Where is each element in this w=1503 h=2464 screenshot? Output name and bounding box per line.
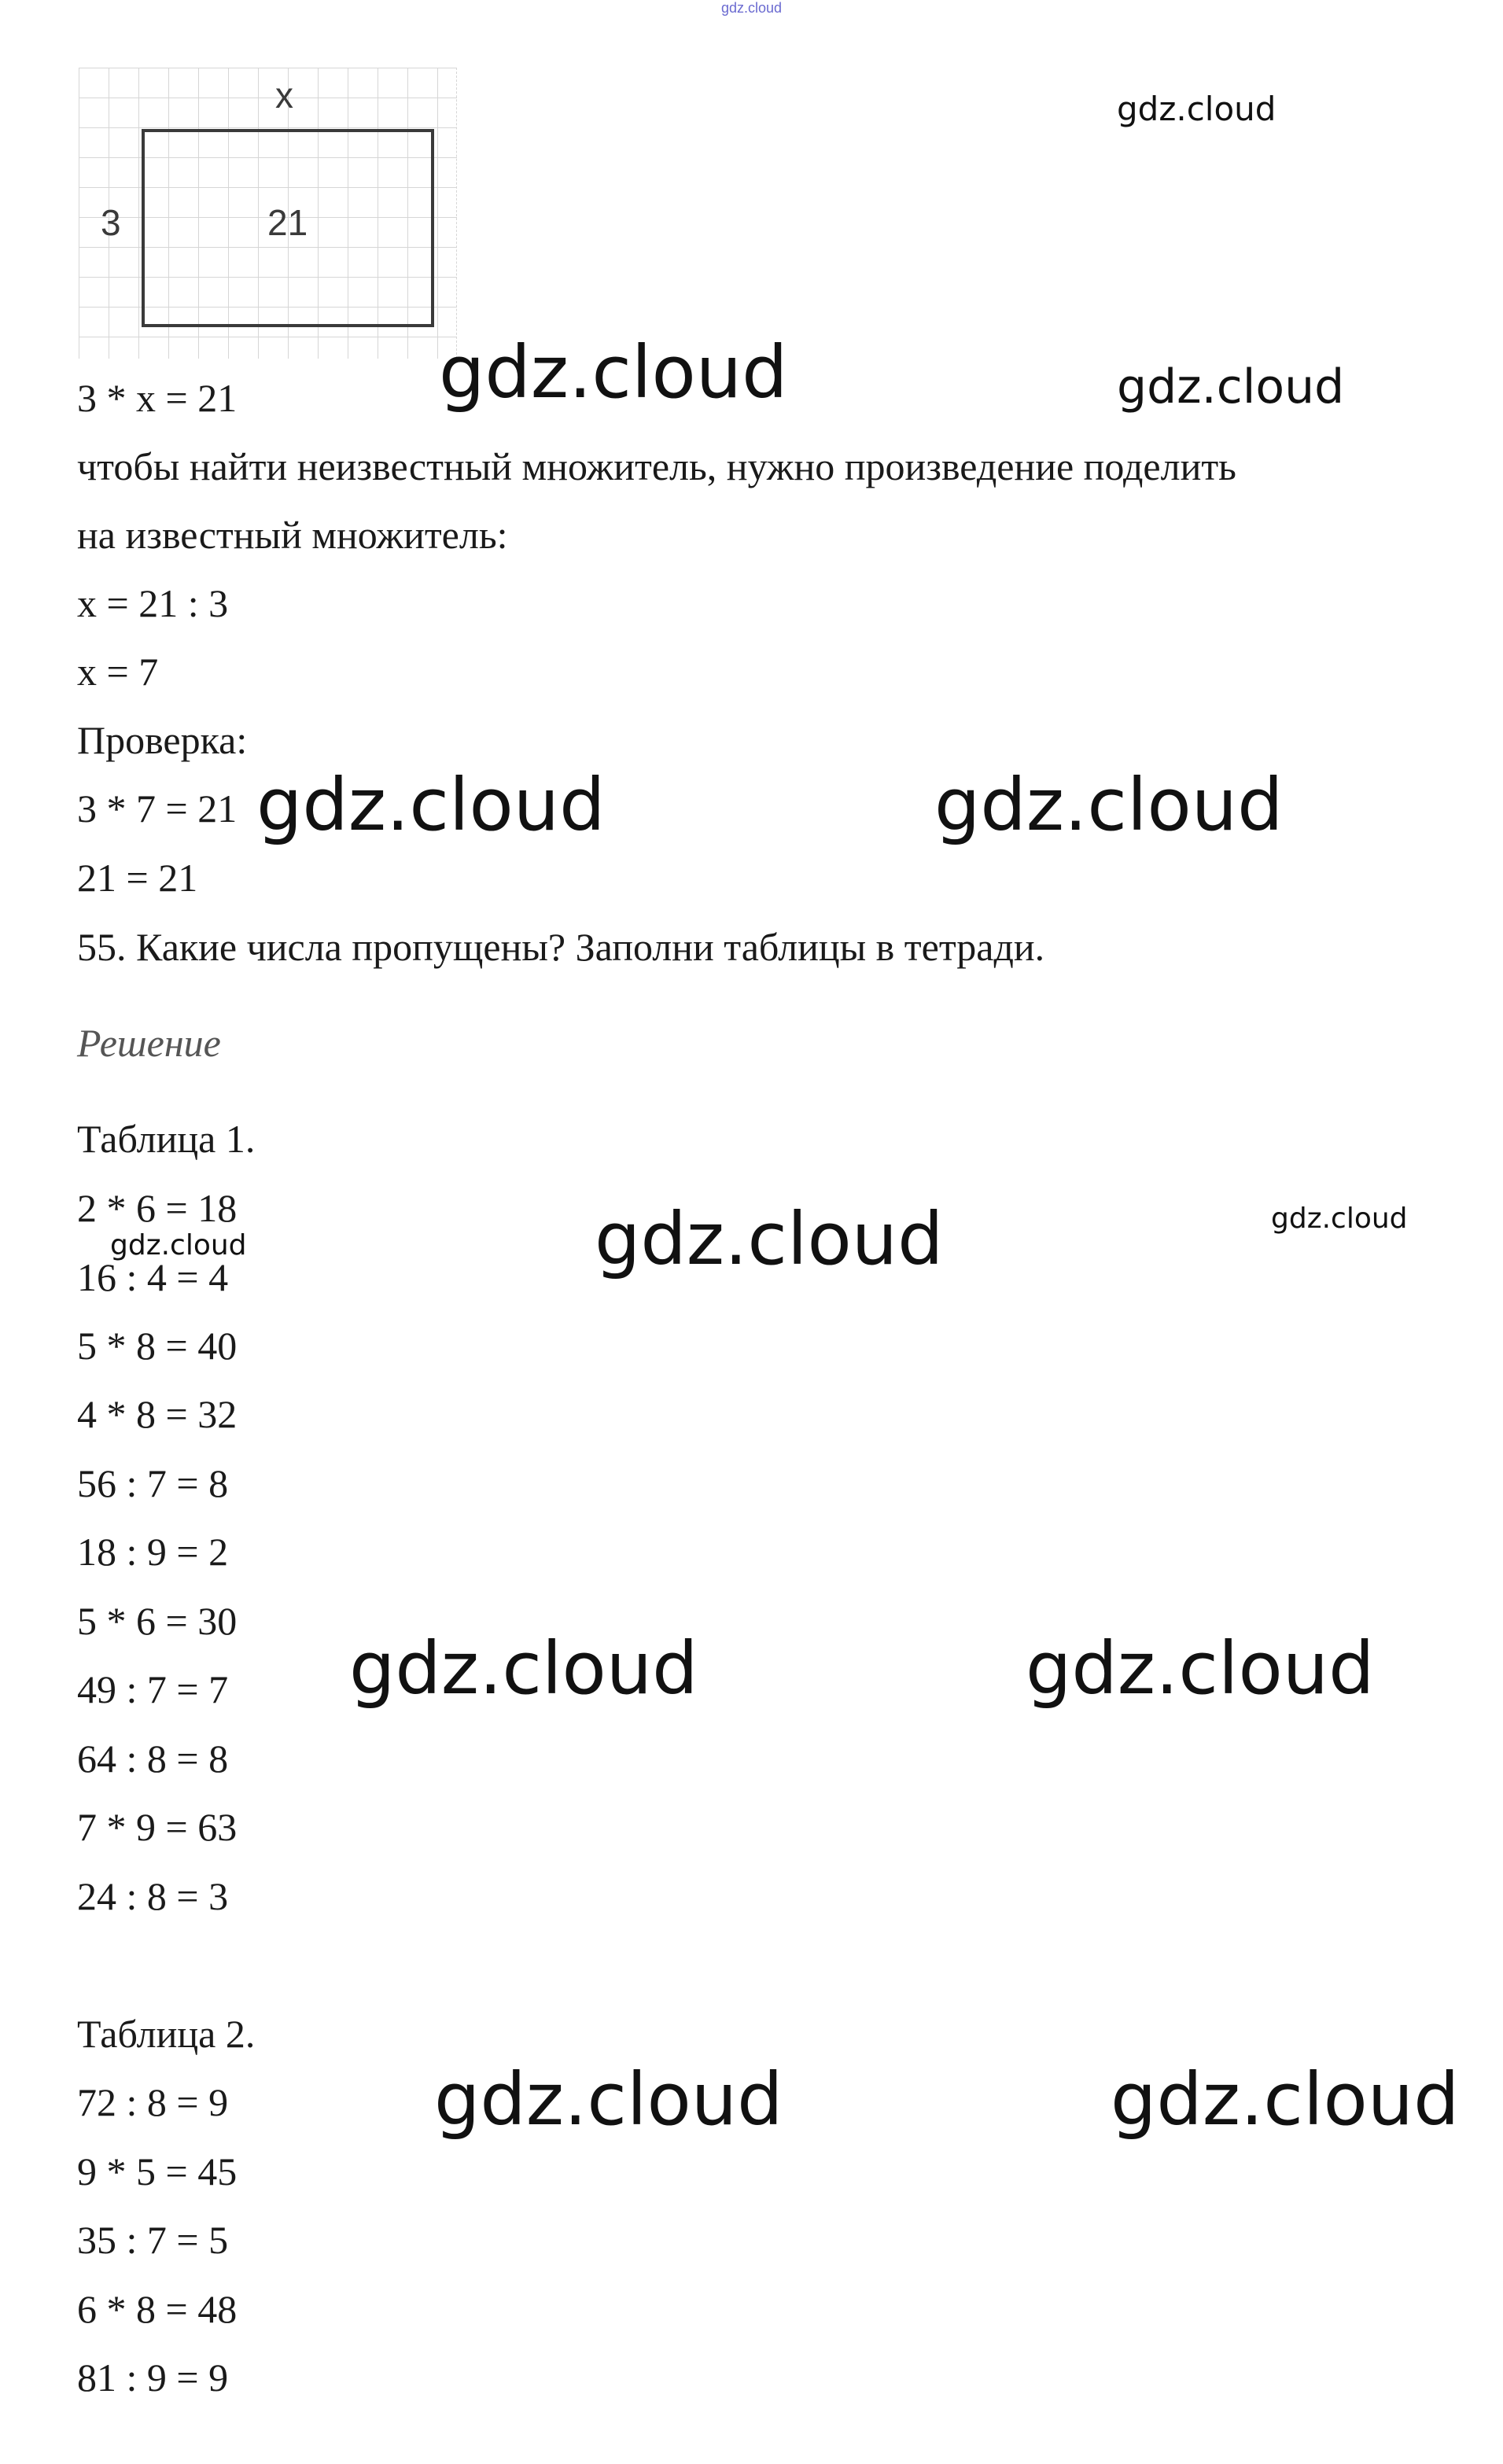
equation-line: 5 * 6 = 30 (77, 1599, 238, 1643)
equation-line: 64 : 8 = 8 (77, 1737, 229, 1781)
equation-line: 9 * 5 = 45 (77, 2149, 238, 2193)
check-heading: Проверка: (77, 718, 248, 762)
explanation-line: чтобы найти неизвестный множитель, нужно произведение поделить (77, 444, 1236, 488)
equation-line: 24 : 8 = 3 (77, 1874, 229, 1918)
watermark: gdz.cloud (1117, 90, 1276, 128)
equation-line: 81 : 9 = 9 (77, 2355, 229, 2400)
grid-rectangle-figure (79, 68, 457, 359)
equation-line: 5 * 8 = 40 (77, 1324, 238, 1368)
watermark: gdz.cloud (1271, 1203, 1408, 1235)
top-watermark: gdz.cloud (720, 0, 783, 16)
table-heading: Таблица 1. (77, 1117, 256, 1161)
equation-line: 49 : 7 = 7 (77, 1667, 229, 1711)
watermark: gdz.cloud (110, 1229, 247, 1261)
solution-heading: Решение (77, 1021, 221, 1065)
watermark: gdz.cloud (1026, 1626, 1375, 1711)
watermark: gdz.cloud (256, 763, 606, 847)
table-heading: Таблица 2. (77, 2012, 256, 2056)
watermark: gdz.cloud (1117, 359, 1345, 414)
equation-line: 2 * 6 = 18 (77, 1186, 238, 1230)
watermark: gdz.cloud (439, 330, 788, 414)
equation-line: x = 7 (77, 650, 159, 694)
equation-line: x = 21 : 3 (77, 581, 229, 625)
equation-line: 16 : 4 = 4 (77, 1255, 229, 1299)
equation-line: 56 : 7 = 8 (77, 1461, 229, 1505)
equation-line: 3 * x = 21 (77, 376, 238, 420)
figure-label-width: x (275, 75, 293, 116)
watermark: gdz.cloud (1111, 2057, 1460, 2142)
equation-line: 21 = 21 (77, 856, 198, 900)
equation-line: 18 : 9 = 2 (77, 1530, 229, 1574)
equation-line: 35 : 7 = 5 (77, 2218, 229, 2262)
explanation-line: на известный множитель: (77, 513, 508, 557)
figure-label-height: 3 (101, 202, 121, 243)
watermark: gdz.cloud (934, 763, 1284, 847)
watermark: gdz.cloud (595, 1197, 944, 1281)
figure-label-area: 21 (267, 202, 308, 243)
watermark: gdz.cloud (434, 2057, 783, 2142)
equation-line: 3 * 7 = 21 (77, 786, 238, 831)
equation-line: 72 : 8 = 9 (77, 2080, 229, 2124)
equation-line: 7 * 9 = 63 (77, 1805, 238, 1849)
equation-line: 4 * 8 = 32 (77, 1392, 238, 1436)
task-statement: 55. Какие числа пропущены? Заполни таблицы в тетради. (77, 925, 1045, 969)
watermark: gdz.cloud (349, 1626, 698, 1711)
equation-line: 6 * 8 = 48 (77, 2287, 238, 2331)
